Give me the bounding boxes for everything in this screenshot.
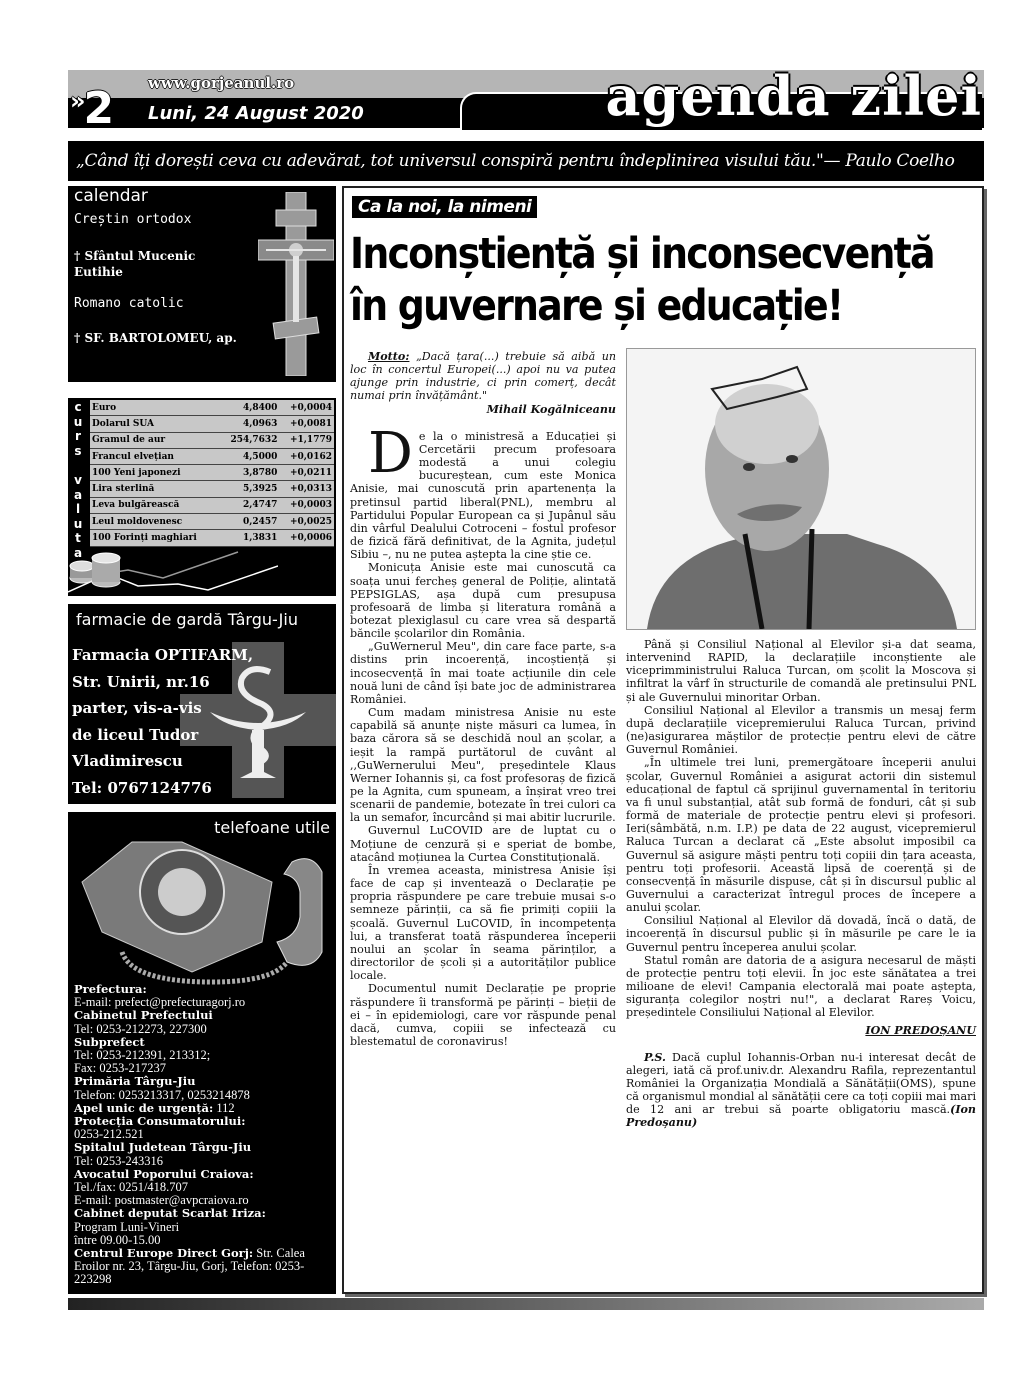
phone-contact-line: Primăria Târgu-Jiu	[74, 1074, 196, 1089]
currency-change: +0,0004	[279, 400, 334, 416]
pharmacy-box	[68, 604, 336, 804]
page-number: »2	[70, 83, 113, 134]
currency-vertical-label: c u r s v a l u t a	[73, 400, 83, 560]
catholic-label: Romano catolic	[74, 296, 184, 311]
coins-icon	[68, 548, 124, 592]
phone-contact-line: Centrul Europe Direct Gorj: Str. Calea Eroilor nr. 23, Târgu-Jiu, Gorj, Telefon: 0253-223298	[74, 1246, 305, 1287]
currency-row	[90, 432, 334, 448]
phone-contact-line: Spitalul Judetean Târgu-Jiu	[74, 1140, 252, 1155]
article-paragraph: Până și Consiliul Național al Elevilor și-a dat seama, intervenind RAPID, la declarațiile inconștiente ale viceprimministrului Raluca Turcan, om școlit la Moscova și infiltrat la vârf în structurile de comandă ale pretinsului PNL și ale Guvernului minoritar Orban.	[626, 638, 976, 704]
phone-contact-line: E-mail: postmaster@avpcraiova.ro	[74, 1193, 249, 1208]
phone-contact-line: E-mail: prefect@prefecturagorj.ro	[74, 995, 246, 1010]
currency-change: +0,0025	[279, 514, 334, 530]
phone-contact-line: Tel: 0253-243316	[74, 1153, 164, 1168]
section-title: agenda zilei	[605, 64, 982, 128]
article-paragraph: Documentul numit Declarație pe proprie răspundere îi transformă pe părinți – bieții de ei – în epidemiologi, care vor răspunde penal dacă, cumva, copiii se infectează cu blestematul de coronavirus!	[350, 982, 616, 1048]
currency-name: Leul moldovenesc	[90, 514, 219, 530]
currency-name: 100 Forinți maghiari	[90, 530, 219, 546]
phone-contact-line: Tel./fax: 0251/418.707	[74, 1180, 189, 1195]
currency-row	[90, 416, 334, 432]
currency-change: +0,0003	[279, 497, 334, 513]
currency-value: 4,8400	[219, 400, 279, 416]
currency-value: 254,7632	[219, 432, 279, 448]
currency-change: +0,0313	[279, 481, 334, 497]
footer-bar	[68, 1298, 984, 1310]
currency-value: 4,5000	[219, 448, 279, 464]
pharmacy-title: farmacie de gardă Târgu-Jiu	[76, 610, 298, 629]
drop-cap: D	[368, 420, 413, 486]
orthodox-cross-icon	[258, 192, 334, 376]
article-paragraph: „În ultimele trei luni, premergătoare începerii anului școlar, Guvernul României a asigurat actorii din sistemul educațional de faptul că sprijinul guvernamental în teritoriu va fi unul substanțial, atât sub formă de fonduri, cât și sub formă de materiale de protecție pentru elevi și profesori. Ieri(sâmbătă, n.m. I.P.) pe data de 22 august, vicepremierul Raluca Turcan a declarat că „Este absolut imposibil ca Guvernul să asigure măști pentru toți copiii din țara aceasta, pentru toți profesorii. Această lipsă de coerență și de consecvență în măsurile dispuse, cât și în discursul public al Guvernului a caracterizat întregul proces de începere a anului școlar.	[626, 756, 976, 915]
article-paragraph: Consiliul Național al Elevilor dă dovadă, încă o dată, de incoerență în discursul public și în măsurile pe care le ia Guvernul pentru începerea anului școlar.	[626, 914, 976, 954]
phone-contact-line: Subprefect	[74, 1034, 145, 1049]
currency-row	[90, 400, 334, 416]
phone-contact-line: între 09.00-15.00	[74, 1232, 161, 1247]
currency-row	[90, 514, 334, 530]
article	[342, 186, 984, 1294]
phones-title: telefoane utile	[214, 818, 330, 837]
postscript: P.S. Dacă cuplul Iohannis-Orban nu-i interesat decât de alegeri, iată că prof.univ.dr. Alexandru Rafila, reprezentantul României la Organizația Mondială a Sănătății(OMS), spune că organismul mondial al sănătății cere ca toți copiii mai mari de 12 ani ar trebui să poarte obligatoriu mască.(Ion Predoșanu)	[626, 1050, 976, 1130]
pharmacy-details: Farmacia OPTIFARM, Str. Unirii, nr.16 parter, vis-a-vis de liceul Tudor Vladimirescu Tel: 0767124776	[72, 642, 253, 801]
currency-name: Gramul de aur	[90, 432, 219, 448]
article-paragraph: Cum madam ministresa Anisie nu este capabilă să anunțe niște măsuri ca lumea, în baza cărora să se deschidă noul an școlar, a ieșit la rampă purtătorul de cuvânt al ,,GuWernerului Meu", președintele Klaus Werner Iohannis și, ca fost profesoraș de fizică pe la Agnita, cum spuneam, a înșirat vreo trei scenarii de pandemie, botezate în trei culori ca la un semafor, încurcând și mai abitir lucrurile.	[350, 706, 616, 825]
phone-contact-line: Fax: 0253-217237	[74, 1061, 167, 1076]
currency-name: Lira sterlină	[90, 481, 219, 497]
website-link[interactable]: www.gorjeanul.ro	[148, 74, 295, 92]
orthodox-saint: † Sfântul Mucenic Eutihie	[74, 249, 196, 279]
currency-row	[90, 481, 334, 497]
motto: Motto: „Dacă țara(...) trebuie să aibă un loc în concertul Europei(...) apoi nu va putea ajunge prin industrie, ci prin comerț, decât numai prin învățământ."	[350, 350, 616, 403]
article-paragraph: În vremea aceasta, ministresa Anisie își face de cap și inventează o Declarație pe propria răspundere pe care trebuie musai s-o semneze părinții, ca să fie primiți copiii la școală. Guvernul LuCOVID, în incompetența lui, a transferat toată răspunderea începerii noului an școlar în seama părinților, a directorilor de școli și a autorităților publice locale.	[350, 863, 616, 983]
phone-contact-line: Prefectura:	[74, 982, 147, 996]
phone-contact-line: Tel: 0253-212391, 213312;	[74, 1048, 211, 1063]
currency-value: 2,4747	[219, 497, 279, 513]
phone-contact-line: Cabinetul Prefectului	[74, 1008, 213, 1023]
currency-change: +0,0081	[279, 416, 334, 432]
article-column-1	[350, 350, 616, 1048]
page-header	[68, 64, 984, 134]
currency-change: +0,0211	[279, 465, 334, 481]
article-paragraph: Consiliul Național al Elevilor a transmis un mesaj ferm după declarațiile vicepremierului Raluca Turcan, privind (ne)asigurarea măștilor de protecție pentru elevi de către Guvernul României.	[626, 703, 976, 757]
phone-contact-line: Cabinet deputat Scarlat Iriza:	[74, 1206, 266, 1221]
author-portrait-photo	[626, 348, 976, 630]
currency-row	[90, 530, 334, 546]
currency-name: Francul elvețian	[90, 448, 219, 464]
issue-date: Luni, 24 August 2020	[148, 103, 364, 124]
article-column-2	[626, 638, 976, 1130]
currency-name: Leva bulgărească	[90, 497, 219, 513]
currency-name: Dolarul SUA	[90, 416, 219, 432]
phone-contact-line: Apel unic de urgență: 112	[74, 1100, 235, 1115]
currency-value: 0,2457	[219, 514, 279, 530]
currency-change: +0,0162	[279, 448, 334, 464]
phone-contact-line: Avocatul Poporului Craiova:	[74, 1166, 254, 1181]
article-paragraph: De la o ministresă a Educației și Cercetării precum profesoara modestă a unui colegiu bucureștean, cum este Monica Anisie, mai cunoscută prin apartenența la pretinsul partid liberal(PNL), membru al Partidului Popular European ca și Jupânul său din vârful Dealului Cotroceni – fostul profesor de fizică fără definitivat, de la Agnita, județul Sibiu –, nu ne putea aștepta la cine știe ce.	[350, 420, 616, 562]
currency-row	[90, 448, 334, 464]
quote-of-the-day: „Când îți dorești ceva cu adevărat, tot universul conspiră pentru îndeplinirea visului tău."— Paulo Coelho	[68, 141, 984, 181]
useful-phones-box	[68, 812, 336, 1294]
calendar-title: calendar	[74, 186, 148, 206]
pharmacy-phone: Tel: 0767124776	[72, 778, 212, 797]
phone-contact-line: Tel: 0253-212273, 227300	[74, 1021, 207, 1036]
phone-contact-line: Program Luni-Vineri	[74, 1219, 180, 1234]
currency-box	[68, 398, 336, 596]
currency-value: 5,3925	[219, 481, 279, 497]
article-author: ION PREDOȘANU	[865, 1023, 976, 1037]
currency-table	[90, 400, 334, 547]
rotary-telephone-icon	[72, 822, 334, 988]
currency-change: +1,1779	[279, 432, 334, 448]
calendar-box	[68, 186, 336, 382]
article-paragraph: „GuWernerul Meu", din care face parte, s-a distins prin incoerență, incoștiență și incosecvență în mai toate acțiunile din cele nouă luni de când își bate joc de administrarea României.	[350, 640, 616, 706]
phone-contact-line: Telefon: 0253213317, 0253214878	[74, 1087, 250, 1102]
currency-value: 1,3831	[219, 530, 279, 546]
currency-name: 100 Yeni japonezi	[90, 465, 219, 481]
article-kicker: Ca la noi, la nimeni	[352, 196, 537, 218]
currency-row	[90, 465, 334, 481]
portrait-icon	[627, 349, 975, 629]
article-paragraph: Monicuța Anisie este mai cunoscută ca soața unui fercheș general de Poliție, alintată PEPSIGLAS, așa după cum presupusa profesoară de limba și literatura română a botezat plexiglasul cu care vrea să despartă băncile școlarilor din România.	[350, 561, 616, 641]
currency-value: 4,0963	[219, 416, 279, 432]
phone-contact-line: Protecția Consumatorului:	[74, 1114, 246, 1129]
article-headline: Inconștiență și inconsecvență în guvernare și educație!	[350, 229, 934, 331]
phone-contact-line: 0253-212.521	[74, 1127, 144, 1142]
article-paragraph: Guvernul LuCOVID are de luptat cu o Moțiune de cenzură și e speriat de bombe, atacând moțiunea la Curtea Constituțională.	[350, 824, 616, 864]
currency-change: +0,0006	[279, 530, 334, 546]
motto-author: Mihail Kogălniceanu	[486, 402, 616, 416]
catholic-saint: † SF. BARTOLOMEU, ap.	[74, 331, 237, 345]
currency-value: 3,8780	[219, 465, 279, 481]
article-paragraph: Statul român are datoria de a asigura necesarul de măști de protecție pentru toți elevii. În joc este sănătatea a trei milioane de elevi! Campania electorală mai poate aștepta, siguranța colegilor noștri nu!", a declarat Rareș Voicu, președintele Consiliului Național al Elevilor.	[626, 953, 976, 1020]
orthodox-label: Creștin ortodox	[74, 212, 192, 227]
currency-name: Euro	[90, 400, 219, 416]
phone-contacts-list	[74, 983, 336, 1287]
currency-row	[90, 497, 334, 513]
chevron-right-icon: »	[70, 87, 84, 115]
